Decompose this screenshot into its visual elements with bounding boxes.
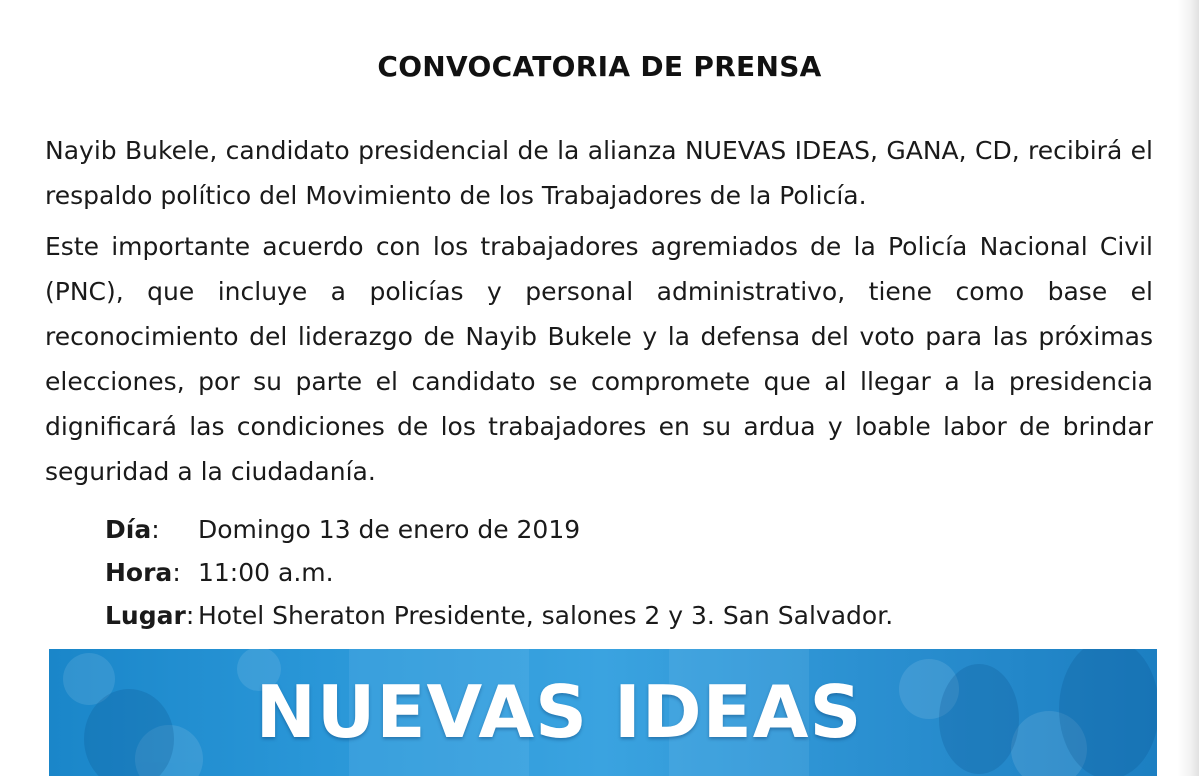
nuevas-ideas-banner [49,649,1157,776]
detail-label-place: Lugar: [105,601,195,630]
detail-label-day: Día: [105,515,160,544]
agreement-paragraph: Este importante acuerdo con los trabajadores agremiados de la Policía Nacional Civil (PNC), que incluye a policías y personal administrativo, tiene como base el reconocimiento del liderazgo de Nayib Bukele y la defensa del voto para las próximas elecciones, por su parte el candidato se compromete que al llegar a la presidencia dignificará las condiciones de los trabajadores en su ardua y loable labor de brindar seguridad a la ciudadanía. [45,232,1153,486]
banner-title: NUEVAS IDEAS [255,670,863,754]
page-edge-shadow [1177,0,1199,776]
detail-value-time: 11:00 a.m. [198,558,334,587]
detail-value-place: Hotel Sheraton Presidente, salones 2 y 3. San Salvador. [198,601,894,630]
document-title: CONVOCATORIA DE PRENSA [377,50,822,83]
detail-value-day: Domingo 13 de enero de 2019 [198,515,581,544]
event-details [105,508,893,637]
detail-label-time: Hora: [105,558,181,587]
detail-row-day [105,508,893,551]
detail-row-place [105,594,893,637]
detail-row-time [105,551,893,594]
intro-paragraph: Nayib Bukele, candidato presidencial de la alianza NUEVAS IDEAS, GANA, CD, recibirá el respaldo político del Movimiento de los Trabajadores de la Policía. [45,136,1153,210]
